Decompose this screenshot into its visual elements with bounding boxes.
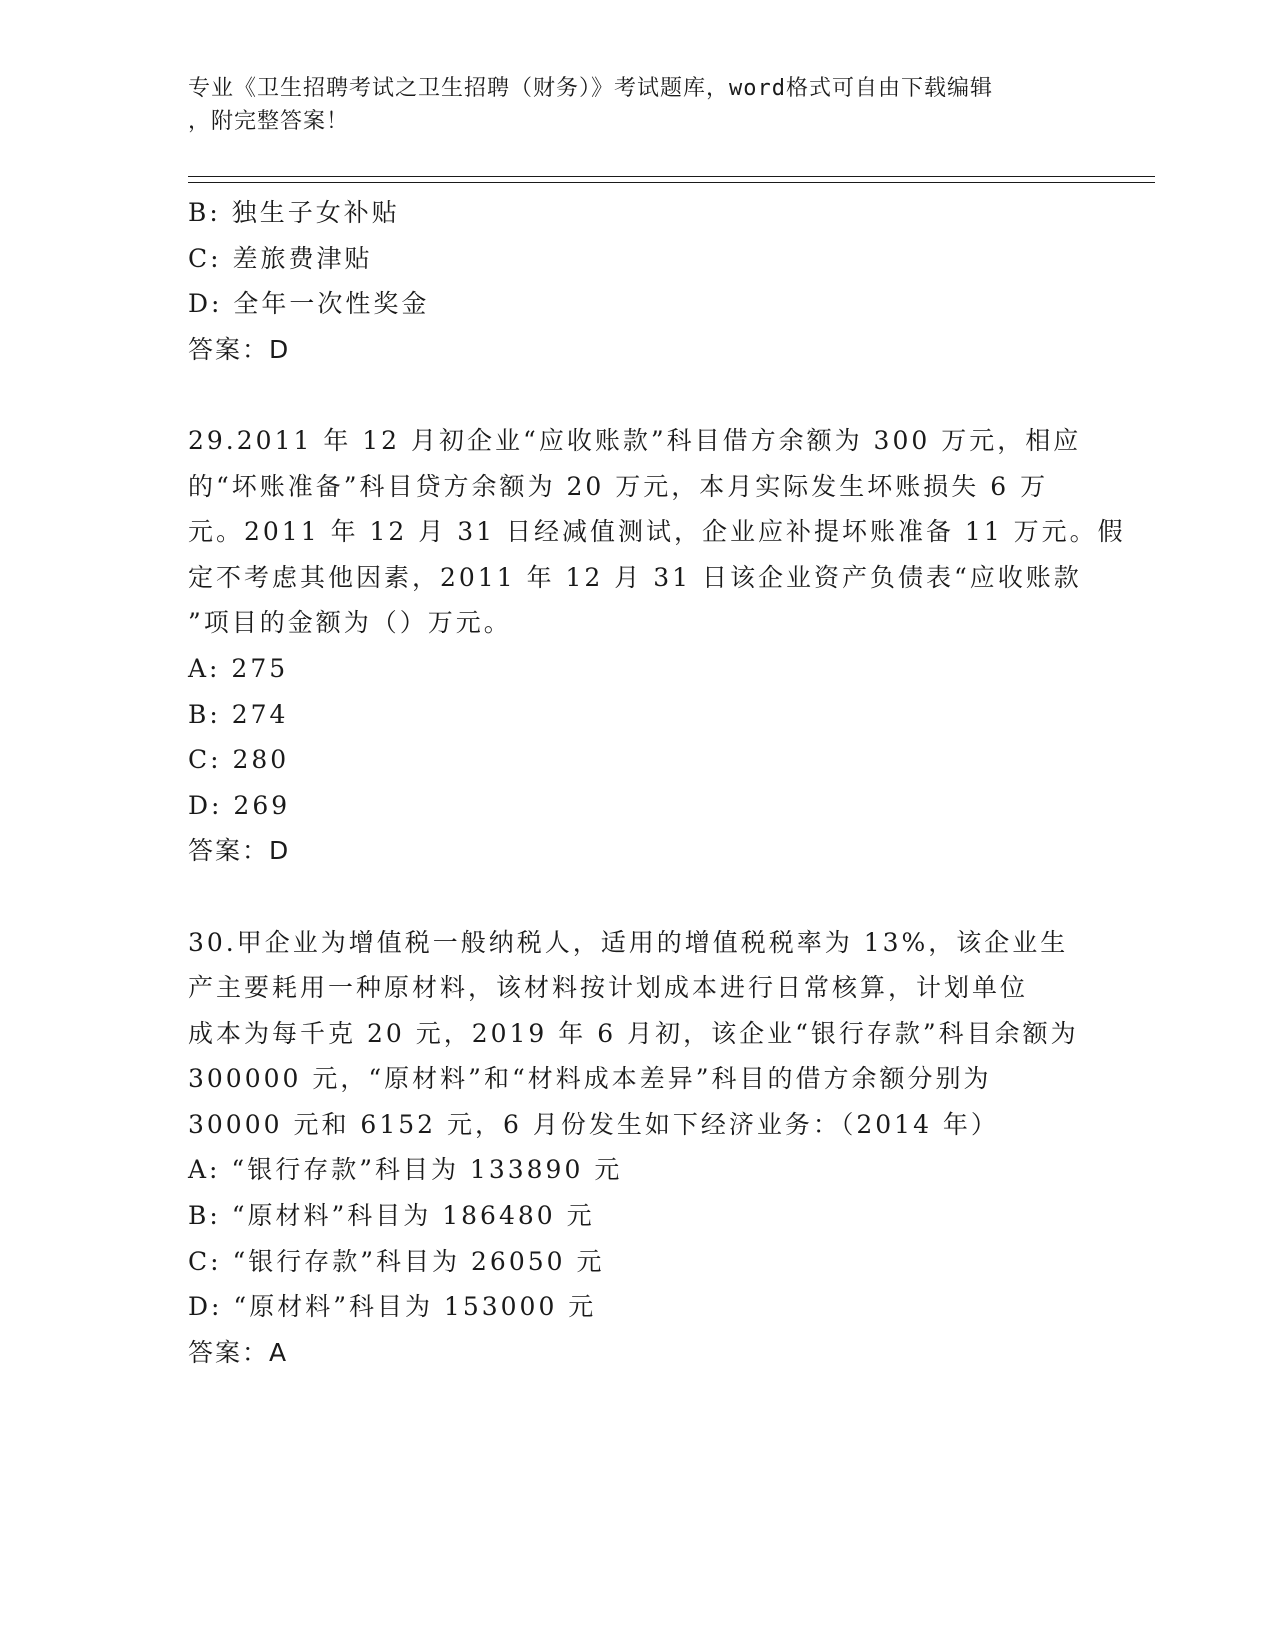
answer-line: 答案：D (188, 334, 291, 364)
answer-line: 答案：D (188, 836, 291, 866)
question-text-line: 的“坏账准备”科目贷方余额为 20 万元，本月实际发生坏账损失 6 万 (188, 471, 1049, 501)
option-c: C: “银行存款”科目为 26050 元 (188, 1246, 605, 1276)
option-b: B: 274 (188, 699, 289, 729)
option-c: C: 差旅费津贴 (188, 243, 373, 273)
option-b: B: 独生子女补贴 (188, 198, 400, 227)
header-double-rule (188, 176, 1155, 183)
option-b: B: “原材料”科目为 186480 元 (188, 1201, 595, 1231)
page-header (188, 72, 1068, 138)
question-text-line: 成本为每千克 20 元，2019 年 6 月初，该企业“银行存款”科目余额为 (188, 1018, 1079, 1048)
option-c: C: 280 (188, 745, 290, 775)
option-d: D: “原材料”科目为 153000 元 (188, 1292, 597, 1322)
option-d: D: 全年一次性奖金 (188, 289, 430, 319)
answer-line: 答案：A (188, 1337, 289, 1367)
header-line-1: 专业《卫生招聘考试之卫生招聘（财务）》考试题库，word格式可自由下载编辑 (188, 76, 993, 101)
question-text-line: 产主要耗用一种原材料，该材料按计划成本进行日常核算，计划单位 (188, 973, 1029, 1003)
option-a: A: 275 (188, 653, 289, 683)
question-text-line: 29.2011 年 12 月初企业“应收账款”科目借方余额为 300 万元，相应 (188, 425, 1082, 455)
question-text-line: 300000 元，“原材料”和“材料成本差异”科目的借方余额分别为 (188, 1064, 992, 1094)
question-30 (188, 920, 1088, 1376)
question-text-line: 30.甲企业为增值税一般纳税人，适用的增值税税率为 13%，该企业生 (188, 927, 1069, 957)
question-text-line: 30000 元和 6152 元，6 月份发生如下经济业务：（2014 年） (188, 1109, 999, 1139)
option-a: A: “银行存款”科目为 133890 元 (188, 1155, 623, 1185)
question-text-line: ”项目的金额为（）万元。 (188, 608, 512, 638)
header-line-2: ，附完整答案！ (188, 109, 350, 134)
question-29 (188, 418, 1126, 874)
prev-question-options (188, 190, 1088, 327)
question-text-line: 定不考虑其他因素，2011 年 12 月 31 日该企业资产负债表“应收账款 (188, 562, 1082, 592)
question-text-line: 元。2011 年 12 月 31 日经减值测试，企业应补提坏账准备 11 万元。假 (188, 517, 1126, 547)
document-body (188, 190, 1126, 1375)
option-d: D: 269 (188, 790, 291, 820)
